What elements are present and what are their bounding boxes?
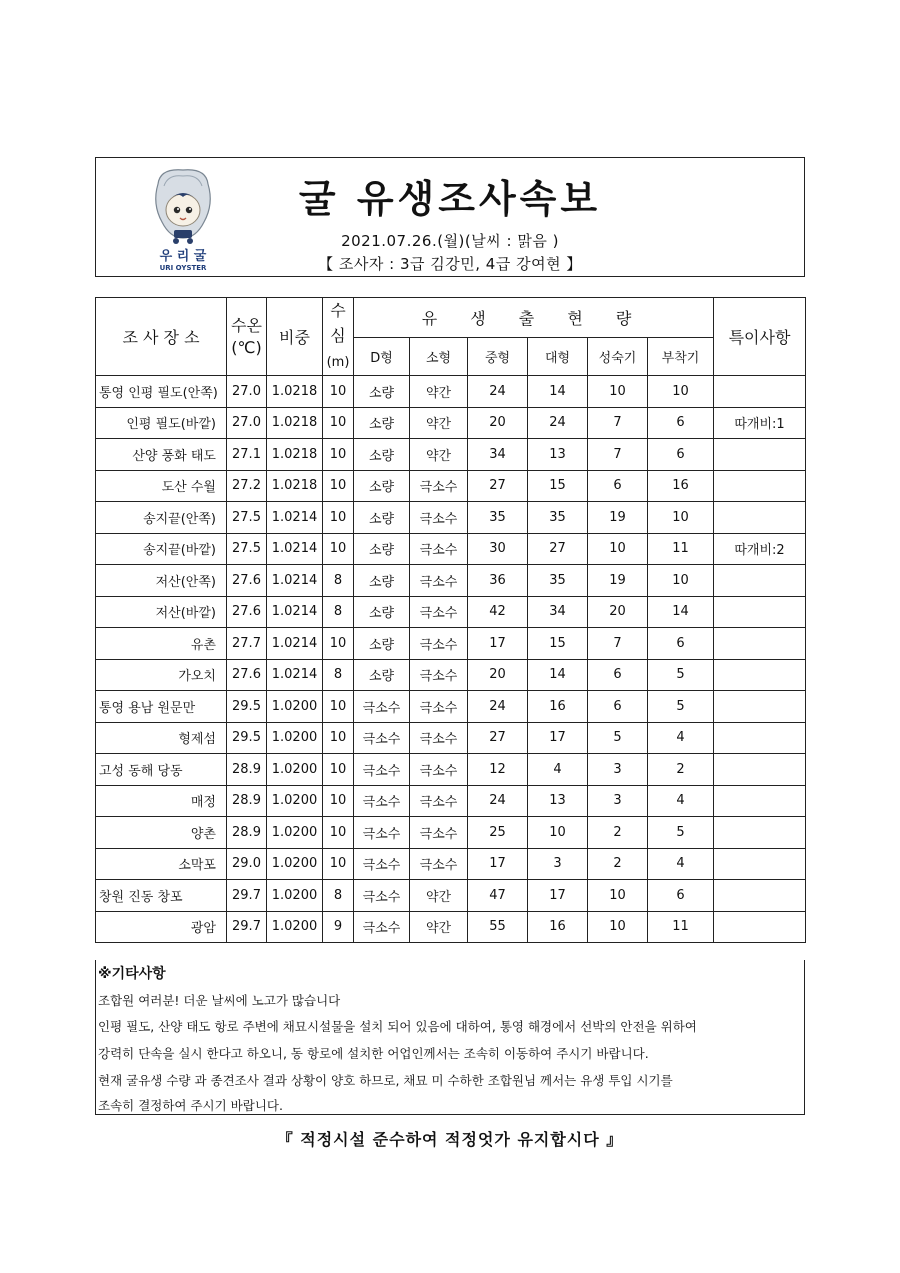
- table-row: [96, 565, 806, 597]
- temperature-cell: 27.0: [227, 376, 267, 408]
- medium-cell: 35: [468, 502, 528, 534]
- location-cell: 고성 동해 당동: [96, 754, 227, 786]
- page-title: 굴 유생조사속보: [298, 177, 602, 221]
- remarks-cell: [714, 785, 806, 817]
- location-cell: 인평 필도(바깥): [96, 407, 227, 439]
- header-depth-unit: (m): [326, 355, 350, 370]
- large-cell: 17: [528, 880, 588, 912]
- remarks-cell: 따개비:1: [714, 407, 806, 439]
- header-d-type: D형: [354, 338, 410, 376]
- table-row: [96, 911, 806, 943]
- remarks-cell: [714, 596, 806, 628]
- density-cell: 1.0218: [267, 376, 323, 408]
- small-cell: 극소수: [410, 628, 468, 660]
- mature-cell: 7: [588, 628, 648, 660]
- medium-cell: 24: [468, 691, 528, 723]
- large-cell: 16: [528, 691, 588, 723]
- larva-survey-table: [95, 297, 806, 943]
- depth-cell: 10: [323, 754, 354, 786]
- header-mature: 성숙기: [588, 338, 648, 376]
- notes-line: 인평 필도, 산양 태도 항로 주변에 채묘시설물을 설치 되어 있음에 대하여, 통영 해경에서 선박의 안전을 위하여: [98, 1019, 697, 1034]
- header-density: 비중: [267, 298, 323, 376]
- mature-cell: 6: [588, 691, 648, 723]
- location-cell: 양촌: [96, 817, 227, 849]
- remarks-cell: [714, 848, 806, 880]
- mature-cell: 3: [588, 785, 648, 817]
- survey-date: 2021.07.26.(월)(날씨 : 맑음 ): [341, 232, 559, 250]
- location-cell: 도산 수월: [96, 470, 227, 502]
- depth-cell: 10: [323, 817, 354, 849]
- density-cell: 1.0200: [267, 691, 323, 723]
- notes-title: ※기타사항: [98, 966, 166, 982]
- header-temp-label: 수온: [231, 315, 262, 335]
- small-cell: 약간: [410, 407, 468, 439]
- large-cell: 27: [528, 533, 588, 565]
- large-cell: 4: [528, 754, 588, 786]
- density-cell: 1.0200: [267, 817, 323, 849]
- mature-cell: 20: [588, 596, 648, 628]
- attach-cell: 6: [648, 880, 714, 912]
- header-small: 소형: [410, 338, 468, 376]
- small-cell: 극소수: [410, 817, 468, 849]
- logo-subtext: URI OYSTER: [159, 264, 207, 272]
- large-cell: 15: [528, 470, 588, 502]
- small-cell: 약간: [410, 880, 468, 912]
- large-cell: 3: [528, 848, 588, 880]
- depth-cell: 10: [323, 785, 354, 817]
- location-cell: 유촌: [96, 628, 227, 660]
- header-depth-1: 수: [330, 301, 346, 320]
- table-row: [96, 470, 806, 502]
- temperature-cell: 29.7: [227, 911, 267, 943]
- location-cell: 송지끝(바깥): [96, 533, 227, 565]
- d-type-cell: 소량: [354, 533, 410, 565]
- remarks-cell: [714, 628, 806, 660]
- attach-cell: 10: [648, 376, 714, 408]
- medium-cell: 20: [468, 407, 528, 439]
- attach-cell: 4: [648, 848, 714, 880]
- survey-body: [96, 376, 806, 943]
- large-cell: 10: [528, 817, 588, 849]
- depth-cell: 10: [323, 502, 354, 534]
- density-cell: 1.0214: [267, 628, 323, 660]
- mature-cell: 10: [588, 533, 648, 565]
- large-cell: 35: [528, 565, 588, 597]
- density-cell: 1.0214: [267, 533, 323, 565]
- d-type-cell: 극소수: [354, 754, 410, 786]
- density-cell: 1.0214: [267, 596, 323, 628]
- depth-cell: 10: [323, 722, 354, 754]
- table-row: [96, 376, 806, 408]
- location-cell: 송지끝(안쪽): [96, 502, 227, 534]
- table-row: [96, 596, 806, 628]
- remarks-cell: [714, 880, 806, 912]
- investigator-line: 【 조사자 : 3급 김강민, 4급 강여현 】: [318, 255, 582, 273]
- table-row: [96, 785, 806, 817]
- footer-slogan: 『 적정시설 준수하여 적정엇가 유지합시다 』: [276, 1130, 624, 1149]
- large-cell: 13: [528, 785, 588, 817]
- small-cell: 극소수: [410, 722, 468, 754]
- large-cell: 13: [528, 439, 588, 471]
- medium-cell: 30: [468, 533, 528, 565]
- table-row: [96, 754, 806, 786]
- location-cell: 매정: [96, 785, 227, 817]
- large-cell: 24: [528, 407, 588, 439]
- d-type-cell: 극소수: [354, 911, 410, 943]
- temperature-cell: 28.9: [227, 817, 267, 849]
- depth-cell: 10: [323, 628, 354, 660]
- depth-cell: 10: [323, 848, 354, 880]
- depth-cell: 10: [323, 439, 354, 471]
- attach-cell: 11: [648, 533, 714, 565]
- header-remarks: 특이사항: [714, 298, 806, 376]
- table-row: [96, 722, 806, 754]
- header-larva-group: 유 생 출 현 량: [354, 298, 714, 338]
- remarks-cell: [714, 376, 806, 408]
- remarks-cell: [714, 565, 806, 597]
- mature-cell: 2: [588, 817, 648, 849]
- remarks-cell: [714, 722, 806, 754]
- small-cell: 극소수: [410, 533, 468, 565]
- large-cell: 14: [528, 376, 588, 408]
- temperature-cell: 27.5: [227, 533, 267, 565]
- small-cell: 극소수: [410, 502, 468, 534]
- medium-cell: 17: [468, 848, 528, 880]
- mature-cell: 10: [588, 911, 648, 943]
- location-cell: 소막포: [96, 848, 227, 880]
- density-cell: 1.0218: [267, 470, 323, 502]
- header-location: 조 사 장 소: [96, 298, 227, 376]
- mature-cell: 19: [588, 565, 648, 597]
- small-cell: 극소수: [410, 785, 468, 817]
- attach-cell: 10: [648, 565, 714, 597]
- mature-cell: 6: [588, 659, 648, 691]
- attach-cell: 6: [648, 407, 714, 439]
- notes-line: 조속히 결정하여 주시기 바랍니다.: [98, 1098, 283, 1113]
- density-cell: 1.0200: [267, 848, 323, 880]
- attach-cell: 6: [648, 439, 714, 471]
- large-cell: 15: [528, 628, 588, 660]
- attach-cell: 2: [648, 754, 714, 786]
- medium-cell: 12: [468, 754, 528, 786]
- temperature-cell: 27.6: [227, 659, 267, 691]
- density-cell: 1.0200: [267, 911, 323, 943]
- remarks-cell: [714, 754, 806, 786]
- location-cell: 가오치: [96, 659, 227, 691]
- attach-cell: 5: [648, 691, 714, 723]
- remarks-cell: [714, 439, 806, 471]
- attach-cell: 5: [648, 817, 714, 849]
- remarks-cell: [714, 659, 806, 691]
- d-type-cell: 소량: [354, 407, 410, 439]
- large-cell: 34: [528, 596, 588, 628]
- table-row: [96, 848, 806, 880]
- depth-cell: 8: [323, 880, 354, 912]
- density-cell: 1.0200: [267, 754, 323, 786]
- large-cell: 14: [528, 659, 588, 691]
- header-depth-2: 심: [330, 326, 346, 345]
- attach-cell: 4: [648, 785, 714, 817]
- attach-cell: 11: [648, 911, 714, 943]
- header-temp-unit: (℃): [231, 337, 262, 357]
- small-cell: 극소수: [410, 754, 468, 786]
- d-type-cell: 소량: [354, 439, 410, 471]
- header-box: [95, 157, 805, 277]
- location-cell: 광암: [96, 911, 227, 943]
- location-cell: 저산(안쪽): [96, 565, 227, 597]
- density-cell: 1.0200: [267, 722, 323, 754]
- location-cell: 창원 진동 창포: [96, 880, 227, 912]
- remarks-cell: 따개비:2: [714, 533, 806, 565]
- table-row: [96, 628, 806, 660]
- table-row: [96, 880, 806, 912]
- small-cell: 극소수: [410, 470, 468, 502]
- location-cell: 형제섬: [96, 722, 227, 754]
- notes-line: 조합원 여러분! 더운 날씨에 노고가 많습니다: [98, 993, 341, 1008]
- temperature-cell: 27.5: [227, 502, 267, 534]
- header-attach: 부착기: [648, 338, 714, 376]
- small-cell: 극소수: [410, 565, 468, 597]
- medium-cell: 25: [468, 817, 528, 849]
- mature-cell: 19: [588, 502, 648, 534]
- depth-cell: 10: [323, 407, 354, 439]
- depth-cell: 10: [323, 691, 354, 723]
- density-cell: 1.0218: [267, 439, 323, 471]
- attach-cell: 4: [648, 722, 714, 754]
- attach-cell: 6: [648, 628, 714, 660]
- d-type-cell: 소량: [354, 376, 410, 408]
- table-row: [96, 533, 806, 565]
- medium-cell: 27: [468, 722, 528, 754]
- remarks-cell: [714, 691, 806, 723]
- mature-cell: 10: [588, 376, 648, 408]
- d-type-cell: 극소수: [354, 691, 410, 723]
- medium-cell: 34: [468, 439, 528, 471]
- small-cell: 극소수: [410, 691, 468, 723]
- small-cell: 약간: [410, 911, 468, 943]
- medium-cell: 27: [468, 470, 528, 502]
- large-cell: 35: [528, 502, 588, 534]
- medium-cell: 55: [468, 911, 528, 943]
- large-cell: 16: [528, 911, 588, 943]
- density-cell: 1.0200: [267, 880, 323, 912]
- temperature-cell: 28.9: [227, 785, 267, 817]
- small-cell: 극소수: [410, 848, 468, 880]
- d-type-cell: 극소수: [354, 848, 410, 880]
- remarks-cell: [714, 470, 806, 502]
- large-cell: 17: [528, 722, 588, 754]
- table-row: [96, 502, 806, 534]
- header-medium: 중형: [468, 338, 528, 376]
- location-cell: 산양 풍화 태도: [96, 439, 227, 471]
- temperature-cell: 27.7: [227, 628, 267, 660]
- location-cell: 저산(바깥): [96, 596, 227, 628]
- mature-cell: 7: [588, 407, 648, 439]
- temperature-cell: 27.1: [227, 439, 267, 471]
- d-type-cell: 극소수: [354, 880, 410, 912]
- depth-cell: 10: [323, 470, 354, 502]
- mature-cell: 2: [588, 848, 648, 880]
- location-cell: 통영 인평 필도(안쪽): [96, 376, 227, 408]
- density-cell: 1.0214: [267, 502, 323, 534]
- remarks-cell: [714, 502, 806, 534]
- attach-cell: 16: [648, 470, 714, 502]
- mature-cell: 3: [588, 754, 648, 786]
- depth-cell: 10: [323, 533, 354, 565]
- medium-cell: 17: [468, 628, 528, 660]
- d-type-cell: 소량: [354, 565, 410, 597]
- medium-cell: 36: [468, 565, 528, 597]
- header-large: 대형: [528, 338, 588, 376]
- depth-cell: 10: [323, 376, 354, 408]
- attach-cell: 5: [648, 659, 714, 691]
- d-type-cell: 극소수: [354, 722, 410, 754]
- mature-cell: 7: [588, 439, 648, 471]
- notes-line: 현재 굴유생 수량 과 종견조사 결과 상황이 양호 하므로, 채묘 미 수하한 조합원님 께서는 유생 투입 시기를: [98, 1073, 673, 1088]
- small-cell: 약간: [410, 439, 468, 471]
- remarks-cell: [714, 817, 806, 849]
- medium-cell: 42: [468, 596, 528, 628]
- attach-cell: 10: [648, 502, 714, 534]
- temperature-cell: 29.5: [227, 722, 267, 754]
- table-row: [96, 439, 806, 471]
- density-cell: 1.0200: [267, 785, 323, 817]
- temperature-cell: 27.6: [227, 565, 267, 597]
- depth-cell: 8: [323, 565, 354, 597]
- d-type-cell: 소량: [354, 470, 410, 502]
- depth-cell: 8: [323, 659, 354, 691]
- temperature-cell: 28.9: [227, 754, 267, 786]
- notes-section: [95, 960, 805, 1115]
- mature-cell: 6: [588, 470, 648, 502]
- notes-line: 강력히 단속을 실시 한다고 하오니, 동 항로에 설치한 어업인께서는 조속히 이동하여 주시기 바랍니다.: [98, 1046, 649, 1061]
- table-row: [96, 659, 806, 691]
- table-row: [96, 407, 806, 439]
- small-cell: 극소수: [410, 596, 468, 628]
- table-row: [96, 691, 806, 723]
- temperature-cell: 27.0: [227, 407, 267, 439]
- mature-cell: 10: [588, 880, 648, 912]
- location-cell: 통영 용남 원문만: [96, 691, 227, 723]
- header-temperature: [227, 298, 267, 376]
- density-cell: 1.0214: [267, 659, 323, 691]
- medium-cell: 47: [468, 880, 528, 912]
- medium-cell: 24: [468, 376, 528, 408]
- d-type-cell: 소량: [354, 628, 410, 660]
- small-cell: 극소수: [410, 659, 468, 691]
- d-type-cell: 소량: [354, 596, 410, 628]
- attach-cell: 14: [648, 596, 714, 628]
- table-row: [96, 817, 806, 849]
- temperature-cell: 29.5: [227, 691, 267, 723]
- density-cell: 1.0214: [267, 565, 323, 597]
- d-type-cell: 극소수: [354, 817, 410, 849]
- medium-cell: 20: [468, 659, 528, 691]
- d-type-cell: 극소수: [354, 785, 410, 817]
- temperature-cell: 27.6: [227, 596, 267, 628]
- d-type-cell: 소량: [354, 502, 410, 534]
- density-cell: 1.0218: [267, 407, 323, 439]
- logo-text: 우 리 굴: [159, 249, 207, 264]
- remarks-cell: [714, 911, 806, 943]
- temperature-cell: 27.2: [227, 470, 267, 502]
- d-type-cell: 소량: [354, 659, 410, 691]
- temperature-cell: 29.7: [227, 880, 267, 912]
- temperature-cell: 29.0: [227, 848, 267, 880]
- mature-cell: 5: [588, 722, 648, 754]
- small-cell: 약간: [410, 376, 468, 408]
- depth-cell: 9: [323, 911, 354, 943]
- header-depth: [323, 298, 354, 376]
- medium-cell: 24: [468, 785, 528, 817]
- depth-cell: 8: [323, 596, 354, 628]
